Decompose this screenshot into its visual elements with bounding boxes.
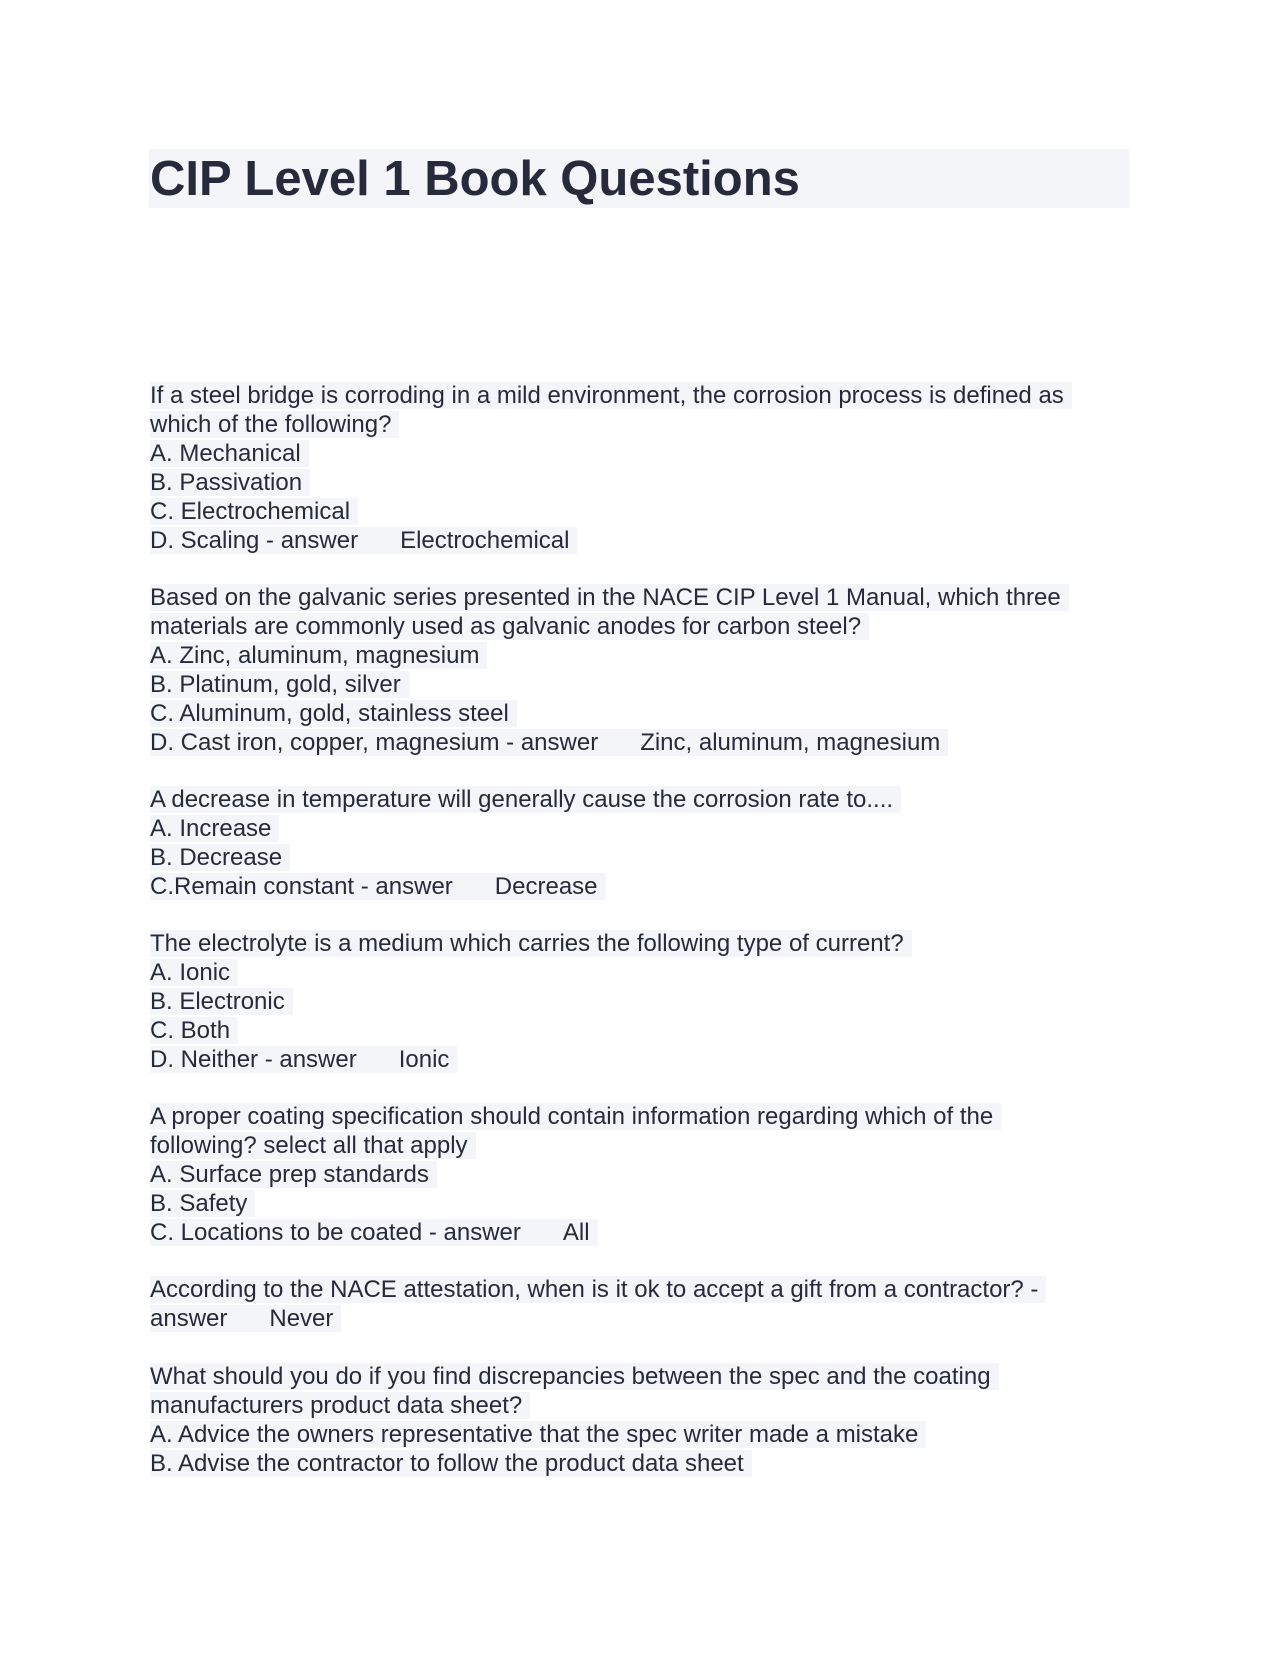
option-line: C. Locations to be coated - answer <box>150 1219 521 1246</box>
option-line: A. Surface prep standards <box>150 1161 437 1188</box>
question-block <box>150 583 1130 757</box>
question-block <box>150 929 1130 1074</box>
answer-text: Ionic <box>398 1046 450 1073</box>
question-line: manufacturers product data sheet? <box>150 1392 530 1419</box>
option-line: D. Cast iron, copper, magnesium - answer <box>150 729 599 756</box>
question-line: materials are commonly used as galvanic anodes for carbon steel? <box>150 613 869 640</box>
question-line: A proper coating specification should contain information regarding which of the <box>150 1103 1001 1130</box>
question-line: which of the following? <box>150 411 399 438</box>
answer-text: Electrochemical <box>400 527 570 554</box>
question-line: If a steel bridge is corroding in a mild environment, the corrosion process is defined as <box>150 382 1072 409</box>
document-title: CIP Level 1 Book Questions <box>150 152 800 206</box>
option-line: A. Advice the owners representative that the spec writer made a mistake <box>150 1421 926 1448</box>
option-line: A. Ionic <box>150 959 238 986</box>
option-line: A. Zinc, aluminum, magnesium <box>150 642 487 669</box>
option-line: B. Decrease <box>150 844 290 871</box>
question-line: The electrolyte is a medium which carries the following type of current? <box>150 930 912 957</box>
question-block <box>150 1102 1130 1247</box>
answer-text: Zinc, aluminum, magnesium <box>640 729 941 756</box>
option-line: A. Increase <box>150 815 279 842</box>
question-line: According to the NACE attestation, when is it ok to accept a gift from a contractor? - <box>150 1276 1046 1303</box>
option-line: C. Both <box>150 1017 238 1044</box>
option-line: B. Advise the contractor to follow the product data sheet <box>150 1450 752 1477</box>
question-block <box>150 381 1130 555</box>
question-block <box>150 1275 1130 1333</box>
option-line: C.Remain constant - answer <box>150 873 453 900</box>
question-block <box>150 1362 1130 1478</box>
answer-text: All <box>562 1219 590 1246</box>
option-line: B. Electronic <box>150 988 293 1015</box>
option-line: D. Scaling - answer <box>150 527 359 554</box>
option-line: A. Mechanical <box>150 440 309 467</box>
answer-text: Never <box>269 1305 334 1332</box>
question-line: following? select all that apply <box>150 1132 476 1159</box>
option-line: C. Electrochemical <box>150 498 358 525</box>
option-line: B. Platinum, gold, silver <box>150 671 409 698</box>
question-block <box>150 785 1130 901</box>
question-line: Based on the galvanic series presented in the NACE CIP Level 1 Manual, which three <box>150 584 1069 611</box>
option-line: D. Neither - answer <box>150 1046 357 1073</box>
question-line: A decrease in temperature will generally cause the corrosion rate to.... <box>150 786 901 813</box>
question-line: answer <box>150 1305 228 1332</box>
option-line: C. Aluminum, gold, stainless steel <box>150 700 517 727</box>
option-line: B. Safety <box>150 1190 255 1217</box>
question-line: What should you do if you find discrepancies between the spec and the coating <box>150 1363 999 1390</box>
answer-text: Decrease <box>494 873 598 900</box>
option-line: B. Passivation <box>150 469 310 496</box>
